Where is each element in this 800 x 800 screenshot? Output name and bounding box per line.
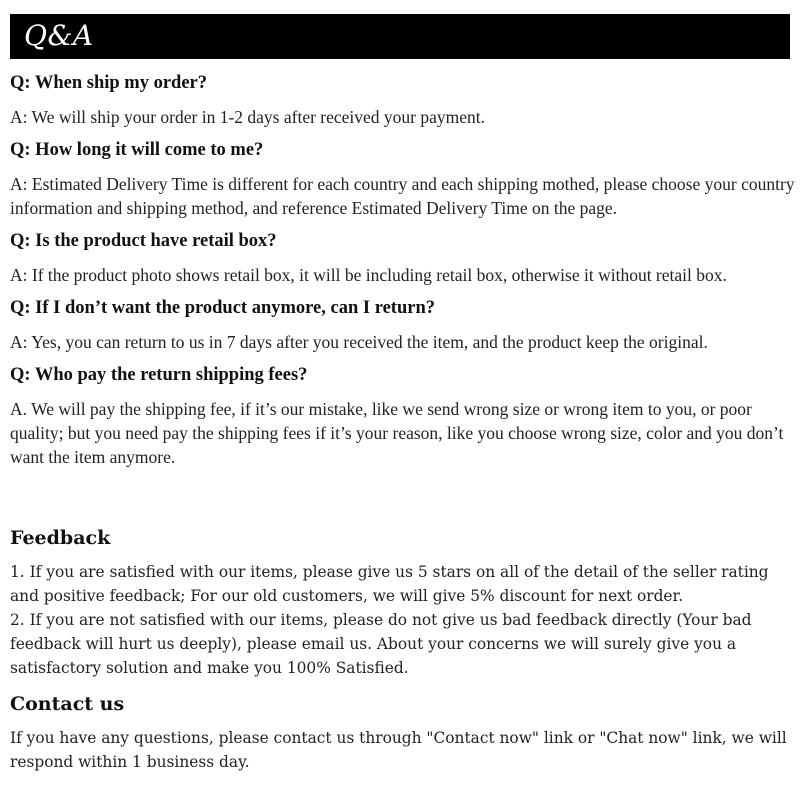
- answer-text: A: Yes, you can return to us in 7 days after you received the item, and the product keep the original.: [10, 332, 708, 352]
- qa-item-shipping-time: [10, 72, 795, 129]
- qa-item-retail-box: [10, 230, 795, 287]
- answer-text: A. We will pay the shipping fee, if it’s our mistake, like we send wrong size or wrong item to you, or poor quality; but you need pay the shipping fees if it’s your reason, like you choose wrong size, color and you don’t want the item anymore.: [10, 399, 784, 467]
- qa-item-return-fees: [10, 364, 795, 469]
- feedback-item-not-satisfied: 2. If you are not satisfied with our items, please do not give us bad feedback directly (Your bad feedback will hurt us deeply), please email us. About your concerns we will surely give you a satisfactory solution and make you 100% Satisfied.: [10, 611, 752, 677]
- answer-text: A: Estimated Delivery Time is different for each country and each shipping mothed, please choose your country information and shipping method, and reference Estimated Delivery Time on the page.: [10, 174, 795, 218]
- contact-section: [10, 692, 795, 774]
- question-text: Q: If I don’t want the product anymore, can I return?: [10, 298, 435, 318]
- answer-text: A: If the product photo shows retail box, it will be including retail box, otherwise it without retail box.: [10, 265, 727, 285]
- contact-heading: Contact us: [10, 693, 125, 715]
- answer-text: A: We will ship your order in 1-2 days after received your payment.: [10, 107, 486, 127]
- qa-header-banner: [10, 14, 790, 59]
- feedback-item-satisfied: 1. If you are satisfied with our items, please give us 5 stars on all of the detail of the seller rating and positive feedback; For our old customers, we will give 5% discount for next order.: [10, 563, 769, 605]
- qa-item-delivery-time: [10, 139, 795, 220]
- qa-list: [10, 72, 795, 479]
- qa-header-title: Q&A: [24, 19, 94, 52]
- feedback-heading: Feedback: [10, 527, 111, 549]
- question-text: Q: Is the product have retail box?: [10, 231, 277, 251]
- question-text: Q: How long it will come to me?: [10, 140, 264, 160]
- question-text: Q: Who pay the return shipping fees?: [10, 365, 308, 385]
- contact-text: If you have any questions, please contact us through "Contact now" link or "Chat now" link, we will respond within 1 business day.: [10, 729, 787, 771]
- question-text: Q: When ship my order?: [10, 73, 208, 93]
- feedback-section: [10, 526, 795, 680]
- qa-item-return: [10, 297, 795, 354]
